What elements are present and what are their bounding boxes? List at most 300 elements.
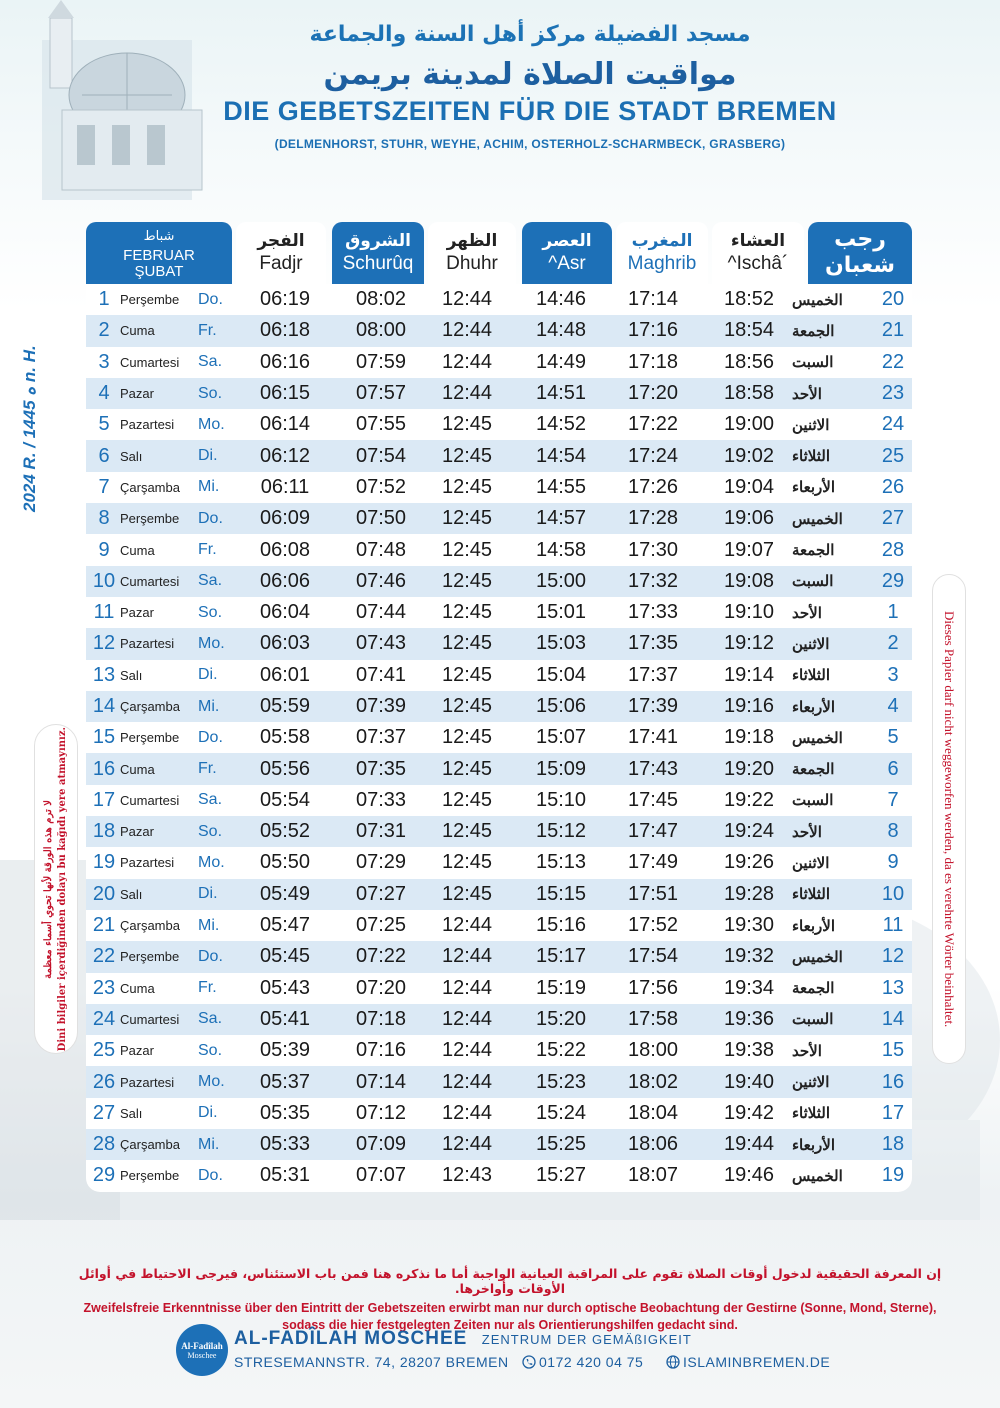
- fajr-time: 06:04: [259, 601, 311, 624]
- fajr-time: 05:35: [259, 1101, 311, 1124]
- shuruq-time: 07:57: [355, 382, 407, 405]
- table-body: [86, 284, 912, 1192]
- shuruq-time: 07:31: [355, 820, 407, 843]
- maghrib-time: 17:20: [627, 382, 679, 405]
- fajr-time: 05:56: [259, 757, 311, 780]
- dhuhr-time: 12:44: [441, 1101, 493, 1124]
- footer-note-german-1: Zweifelsfreie Erkenntnisse über den Eintritt der Gebetszeiten erwirbt man nur durch optische Beobachtung der Gestirne (Sonne, Mond, Sterne),: [83, 1301, 937, 1315]
- shuruq-time: 07:33: [355, 788, 407, 811]
- weekday-turkish: Cumartesi: [120, 1011, 180, 1027]
- dhuhr-time: 12:45: [441, 726, 493, 749]
- day-number: 17: [92, 788, 116, 811]
- table-row: [86, 566, 912, 597]
- isha-time: 18:56: [723, 350, 775, 373]
- day-number: 27: [92, 1101, 116, 1124]
- asr-time: 15:09: [535, 757, 587, 780]
- weekday-german: Do.: [198, 509, 223, 527]
- right-notice: [932, 574, 966, 1064]
- hijri-day: 3: [887, 663, 899, 686]
- month-german: FEBRUAR: [123, 247, 195, 264]
- shuruq-time: 07:12: [355, 1101, 407, 1124]
- maghrib-time: 18:06: [627, 1133, 679, 1156]
- shuruq-time: 07:14: [355, 1070, 407, 1093]
- asr-latin: ^Asr: [548, 253, 586, 274]
- fajr-time: 06:06: [259, 569, 311, 592]
- maghrib-latin: Maghrib: [627, 253, 697, 274]
- table-row: [86, 1098, 912, 1129]
- footer-note-arabic: إن المعرفة الحقيقية لدخول أوقات الصلاة تقوم على المراقبة العيانية الواجبة أما ما نذكره هنا فمن باب الاستئناس، فيرجى الاحتياط في أوائل الأوقات وأواخرها.: [78, 1266, 942, 1296]
- weekday-german: So.: [198, 384, 223, 402]
- fajr-time: 06:16: [259, 350, 311, 373]
- weekday-turkish: Cuma: [120, 542, 155, 558]
- phone-number: 0172 420 04 75: [539, 1354, 644, 1370]
- weekday-german: So.: [198, 603, 223, 621]
- weekday-turkish: Pazartesi: [120, 417, 175, 433]
- dhuhr-time: 12:44: [441, 382, 493, 405]
- weekday-german: Di.: [198, 885, 218, 903]
- day-number: 29: [92, 1164, 116, 1187]
- fajr-time: 05:59: [259, 695, 311, 717]
- weekday-arabic: الثلاثاء: [792, 1105, 831, 1123]
- shuruq-latin: Schurûq: [342, 253, 414, 274]
- isha-time: 19:12: [723, 632, 775, 655]
- weekday-german: Mo.: [198, 634, 225, 652]
- table-row: [86, 941, 912, 972]
- weekday-german: Sa.: [198, 1010, 223, 1028]
- address: STRESEMANNSTR. 74, 28207 BREMEN: [234, 1354, 509, 1370]
- table-row: [86, 722, 912, 753]
- weekday-arabic: الجمعة: [792, 322, 835, 340]
- table-row: [86, 753, 912, 784]
- weekday-turkish: Pazartesi: [120, 636, 175, 652]
- day-number: 2: [98, 319, 110, 342]
- shuruq-time: 07:54: [355, 444, 407, 467]
- hijri-day: 8: [887, 820, 899, 843]
- dhuhr-time: 12:45: [441, 788, 493, 811]
- asr-time: 14:52: [535, 413, 587, 436]
- isha-time: 19:04: [723, 475, 775, 498]
- hijri-day: 27: [881, 507, 905, 530]
- weekday-arabic: الأحد: [792, 1042, 822, 1060]
- fajr-time: 05:31: [259, 1164, 311, 1187]
- maghrib-arabic: المغرب: [631, 231, 693, 251]
- dhuhr-time: 12:44: [441, 976, 493, 999]
- weekday-turkish: Pazar: [120, 605, 154, 621]
- asr-time: 15:12: [535, 820, 587, 843]
- maghrib-time: 18:07: [627, 1164, 679, 1187]
- table-row: [86, 628, 912, 659]
- dhuhr-time: 12:44: [441, 288, 493, 311]
- isha-latin: ^Ischâ´: [727, 253, 789, 274]
- mosque-illustration: [22, 0, 212, 200]
- weekday-turkish: Salı: [120, 1105, 143, 1121]
- prayer-times-table: [86, 222, 912, 1192]
- asr-time: 14:49: [535, 350, 587, 373]
- hijri-day: 19: [881, 1164, 905, 1187]
- maghrib-time: 18:04: [627, 1101, 679, 1124]
- table-row: [86, 597, 912, 628]
- fajr-time: 06:08: [259, 538, 311, 561]
- fajr-time: 05:54: [259, 788, 311, 811]
- table-row: [86, 816, 912, 847]
- brand-name: AL-FADÎLAH MOSCHEE: [234, 1328, 468, 1349]
- maghrib-time: 17:49: [627, 851, 679, 874]
- weekday-german: Do.: [198, 1166, 223, 1184]
- table-row: [86, 879, 912, 910]
- column-isha: [712, 222, 804, 284]
- day-number: 28: [92, 1133, 116, 1156]
- shuruq-time: 07:20: [355, 976, 407, 999]
- weekday-turkish: Salı: [120, 448, 143, 464]
- asr-time: 15:25: [535, 1133, 587, 1156]
- weekday-german: Di.: [198, 447, 218, 465]
- dhuhr-time: 12:45: [441, 475, 493, 498]
- hijri-day: 20: [881, 288, 905, 311]
- fajr-time: 05:45: [259, 945, 311, 968]
- weekday-arabic: الجمعة: [792, 980, 835, 998]
- hijri-day: 21: [881, 319, 905, 342]
- weekday-arabic: الخميس: [792, 291, 843, 309]
- day-number: 16: [92, 757, 116, 780]
- table-row: [86, 660, 912, 691]
- asr-time: 14:51: [535, 382, 587, 405]
- day-number: 5: [98, 413, 110, 436]
- dhuhr-time: 12:45: [441, 507, 493, 530]
- maghrib-time: 17:35: [627, 632, 679, 655]
- maghrib-time: 17:39: [627, 695, 679, 717]
- table-row: [86, 347, 912, 378]
- day-number: 14: [92, 695, 116, 717]
- hijri-day: 16: [881, 1070, 905, 1093]
- dhuhr-time: 12:45: [441, 601, 493, 624]
- fajr-time: 05:47: [259, 914, 311, 937]
- maghrib-time: 17:16: [627, 319, 679, 342]
- isha-time: 19:00: [723, 413, 775, 436]
- shuruq-time: 07:27: [355, 882, 407, 905]
- fajr-arabic: الفجر: [257, 231, 305, 251]
- isha-time: 19:10: [723, 601, 775, 624]
- weekday-turkish: Çarşamba: [120, 699, 180, 714]
- fajr-time: 05:41: [259, 1007, 311, 1030]
- fajr-time: 06:12: [259, 444, 311, 467]
- weekday-german: Fr.: [198, 760, 217, 778]
- weekday-arabic: الاثنين: [792, 416, 830, 434]
- page-title-arabic: مواقيت الصلاة لمدينة بريمن: [323, 57, 737, 92]
- asr-time: 15:15: [535, 882, 587, 905]
- table-row: [86, 472, 912, 503]
- shuruq-time: 07:48: [355, 538, 407, 561]
- isha-time: 19:02: [723, 444, 775, 467]
- shuruq-time: 07:22: [355, 945, 407, 968]
- isha-time: 19:30: [723, 914, 775, 937]
- maghrib-time: 17:43: [627, 757, 679, 780]
- right-notice-text: Dieses Papier darf nicht weggeworfen werden, da es verehrte Wörter beinhaltet.: [942, 610, 957, 1028]
- weekday-turkish: Cumartesi: [120, 354, 180, 370]
- isha-time: 18:52: [723, 288, 775, 311]
- weekday-arabic: الأربعاء: [792, 1136, 836, 1154]
- shuruq-time: 08:02: [355, 288, 407, 311]
- weekday-arabic: الخميس: [792, 1167, 843, 1185]
- weekday-turkish: Perşembe: [120, 1168, 180, 1184]
- maghrib-time: 17:56: [627, 976, 679, 999]
- weekday-arabic: الاثنين: [792, 854, 830, 872]
- isha-time: 19:06: [723, 507, 775, 530]
- maghrib-time: 17:33: [627, 601, 679, 624]
- shuruq-time: 07:41: [355, 663, 407, 686]
- hijri-month-2: شعبان: [824, 253, 896, 278]
- asr-time: 15:16: [535, 914, 587, 937]
- month-arabic: شباط: [143, 229, 175, 244]
- fajr-time: 05:37: [259, 1070, 311, 1093]
- fajr-time: 05:33: [259, 1133, 311, 1156]
- asr-time: 15:23: [535, 1070, 587, 1093]
- isha-time: 19:34: [723, 976, 775, 999]
- day-number: 21: [92, 914, 116, 937]
- column-maghrib: [616, 222, 708, 284]
- weekday-arabic: الأربعاء: [792, 698, 836, 716]
- website-url: ISLAMINBREMEN.DE: [683, 1354, 831, 1370]
- shuruq-time: 07:37: [355, 726, 407, 749]
- weekday-german: Mi.: [198, 478, 220, 496]
- table-row: [86, 440, 912, 471]
- brand: [234, 1328, 692, 1350]
- fajr-time: 06:14: [259, 413, 311, 436]
- table-row: [86, 315, 912, 346]
- weekday-arabic: السبت: [792, 1011, 834, 1029]
- day-number: 4: [98, 382, 110, 405]
- maghrib-time: 17:37: [627, 663, 679, 686]
- asr-time: 15:13: [535, 851, 587, 874]
- hijri-day: 25: [881, 444, 905, 467]
- shuruq-arabic: الشروق: [345, 231, 411, 251]
- asr-time: 14:58: [535, 538, 587, 561]
- weekday-german: Mo.: [198, 1073, 225, 1091]
- dhuhr-time: 12:44: [441, 350, 493, 373]
- weekday-turkish: Perşembe: [120, 511, 180, 527]
- asr-time: 15:10: [535, 788, 587, 811]
- asr-time: 14:57: [535, 507, 587, 530]
- page-title: DIE GEBETSZEITEN FÜR DIE STADT BREMEN: [223, 96, 837, 126]
- fajr-time: 05:49: [259, 882, 311, 905]
- day-number: 25: [92, 1039, 116, 1062]
- hijri-day: 1: [887, 601, 899, 624]
- shuruq-time: 07:07: [355, 1164, 407, 1187]
- day-number: 11: [93, 601, 115, 624]
- hijri-day: 10: [881, 882, 905, 905]
- isha-time: 19:38: [723, 1039, 775, 1062]
- website[interactable]: [666, 1354, 830, 1370]
- asr-time: 15:24: [535, 1101, 587, 1124]
- isha-time: 19:26: [723, 851, 775, 874]
- fajr-latin: Fadjr: [259, 253, 303, 274]
- weekday-turkish: Salı: [120, 667, 143, 683]
- weekday-turkish: Pazar: [120, 386, 154, 402]
- asr-time: 14:55: [535, 475, 587, 498]
- day-number: 22: [92, 945, 116, 968]
- day-number: 13: [92, 663, 116, 686]
- day-number: 18: [92, 820, 116, 843]
- shuruq-time: 08:00: [355, 319, 407, 342]
- mosque-name-arabic: مسجد الفضيلة مركز أهل السنة والجماعة: [309, 22, 751, 47]
- month-turkish: ŞUBAT: [134, 263, 184, 280]
- hijri-day: 12: [881, 945, 905, 968]
- shuruq-time: 07:35: [355, 757, 407, 780]
- shuruq-time: 07:43: [355, 632, 407, 655]
- dhuhr-time: 12:43: [441, 1164, 493, 1187]
- year-label: 2024 R. / ه 1445 n. H.: [20, 345, 39, 512]
- weekday-turkish: Perşembe: [120, 949, 180, 965]
- isha-time: 19:46: [723, 1164, 775, 1187]
- table-row: [86, 503, 912, 534]
- hijri-day: 22: [881, 350, 905, 373]
- maghrib-time: 17:14: [627, 288, 679, 311]
- weekday-german: Fr.: [198, 321, 217, 339]
- weekday-arabic: الأربعاء: [792, 917, 836, 935]
- asr-time: 15:20: [535, 1007, 587, 1030]
- cities-subtitle: (DELMENHORST, STUHR, WEYHE, ACHIM, OSTERHOLZ-SCHARMBECK, GRASBERG): [274, 137, 786, 151]
- maghrib-time: 17:52: [627, 914, 679, 937]
- weekday-turkish: Pazar: [120, 824, 154, 840]
- hijri-day: 14: [881, 1007, 905, 1030]
- hijri-day: 4: [887, 695, 899, 717]
- column-shuruq: [332, 222, 424, 284]
- shuruq-time: 07:52: [355, 475, 407, 498]
- hijri-day: 26: [881, 475, 905, 498]
- weekday-turkish: Cumartesi: [120, 792, 180, 808]
- maghrib-time: 18:00: [627, 1039, 679, 1062]
- day-number: 19: [92, 851, 116, 874]
- table-row: [86, 1066, 912, 1097]
- isha-time: 19:08: [723, 569, 775, 592]
- weekday-turkish: Çarşamba: [120, 918, 180, 934]
- asr-time: 14:54: [535, 444, 587, 467]
- weekday-arabic: السبت: [792, 573, 834, 591]
- shuruq-time: 07:39: [355, 695, 407, 717]
- weekday-turkish: Perşembe: [120, 730, 180, 746]
- table-header: [86, 222, 912, 284]
- dhuhr-time: 12:44: [441, 1133, 493, 1156]
- maghrib-time: 17:30: [627, 538, 679, 561]
- fajr-time: 06:03: [259, 632, 311, 655]
- phone[interactable]: [522, 1354, 643, 1370]
- isha-time: 18:58: [723, 382, 775, 405]
- fajr-time: 06:19: [259, 288, 311, 311]
- weekday-german: Sa.: [198, 572, 223, 590]
- isha-time: 19:28: [723, 882, 775, 905]
- maghrib-time: 17:47: [627, 820, 679, 843]
- logo-text-1: Al-Fadîlah: [181, 1340, 223, 1351]
- hijri-month-1: رجب: [834, 227, 886, 252]
- maghrib-time: 17:26: [627, 475, 679, 498]
- dhuhr-time: 12:44: [441, 1007, 493, 1030]
- table-row: [86, 1129, 912, 1160]
- shuruq-time: 07:18: [355, 1007, 407, 1030]
- isha-time: 19:16: [723, 695, 775, 717]
- fajr-time: 06:09: [259, 507, 311, 530]
- weekday-turkish: Cuma: [120, 980, 155, 996]
- fajr-time: 06:01: [259, 663, 311, 686]
- fajr-time: 06:18: [259, 319, 311, 342]
- hijri-day: 17: [881, 1101, 905, 1124]
- hijri-day: 6: [887, 757, 899, 780]
- weekday-arabic: الثلاثاء: [792, 448, 831, 466]
- dhuhr-time: 12:45: [441, 757, 493, 780]
- maghrib-time: 18:02: [627, 1070, 679, 1093]
- weekday-arabic: الخميس: [792, 948, 843, 966]
- weekday-arabic: الثلاثاء: [792, 886, 831, 904]
- weekday-arabic: الخميس: [792, 729, 843, 747]
- shuruq-time: 07:44: [355, 601, 407, 624]
- fajr-time: 05:39: [259, 1039, 311, 1062]
- day-number: 8: [98, 507, 110, 530]
- weekday-german: Sa.: [198, 353, 223, 371]
- dhuhr-time: 12:45: [441, 632, 493, 655]
- day-number: 26: [92, 1070, 116, 1093]
- day-number: 23: [92, 976, 116, 999]
- weekday-turkish: Cumartesi: [120, 573, 180, 589]
- weekday-german: So.: [198, 822, 223, 840]
- phone-icon: [522, 1355, 536, 1369]
- shuruq-time: 07:50: [355, 507, 407, 530]
- fajr-time: 05:50: [259, 851, 311, 874]
- weekday-arabic: الأحد: [792, 385, 822, 403]
- hijri-day: 2: [887, 632, 899, 655]
- dhuhr-time: 12:45: [441, 413, 493, 436]
- asr-time: 15:27: [535, 1164, 587, 1187]
- weekday-german: Mi.: [198, 916, 220, 934]
- isha-time: 19:42: [723, 1101, 775, 1124]
- maghrib-time: 17:45: [627, 788, 679, 811]
- dhuhr-time: 12:45: [441, 663, 493, 686]
- shuruq-time: 07:46: [355, 569, 407, 592]
- left-notice: [34, 724, 78, 1054]
- day-number: 7: [98, 475, 110, 498]
- maghrib-time: 17:22: [627, 413, 679, 436]
- weekday-turkish: Pazartesi: [120, 1074, 175, 1090]
- dhuhr-time: 12:45: [441, 851, 493, 874]
- weekday-german: Fr.: [198, 979, 217, 997]
- dhuhr-time: 12:45: [441, 882, 493, 905]
- asr-arabic: العصر: [542, 231, 592, 251]
- maghrib-time: 17:24: [627, 444, 679, 467]
- day-number: 15: [92, 726, 116, 749]
- dhuhr-time: 12:45: [441, 538, 493, 561]
- table-row: [86, 691, 912, 722]
- day-number: 6: [98, 444, 110, 467]
- globe-icon: [666, 1355, 680, 1369]
- dhuhr-time: 12:45: [441, 820, 493, 843]
- dhuhr-time: 12:44: [441, 945, 493, 968]
- weekday-german: Mo.: [198, 853, 225, 871]
- dhuhr-time: 12:44: [441, 914, 493, 937]
- weekday-arabic: الثلاثاء: [792, 667, 831, 685]
- fajr-time: 06:11: [260, 475, 310, 498]
- dhuhr-time: 12:45: [441, 569, 493, 592]
- weekday-turkish: Çarşamba: [120, 479, 180, 495]
- asr-time: 15:22: [535, 1039, 587, 1062]
- table-row: [86, 534, 912, 565]
- weekday-turkish: Salı: [120, 886, 143, 902]
- day-number: 24: [92, 1007, 116, 1030]
- day-number: 1: [98, 288, 110, 311]
- table-row: [86, 847, 912, 878]
- asr-time: 14:46: [535, 288, 587, 311]
- weekday-turkish: Cuma: [120, 323, 155, 339]
- weekday-german: Sa.: [198, 791, 223, 809]
- weekday-german: Do.: [198, 290, 223, 308]
- hijri-day: 11: [882, 914, 904, 937]
- weekday-german: Mo.: [198, 415, 225, 433]
